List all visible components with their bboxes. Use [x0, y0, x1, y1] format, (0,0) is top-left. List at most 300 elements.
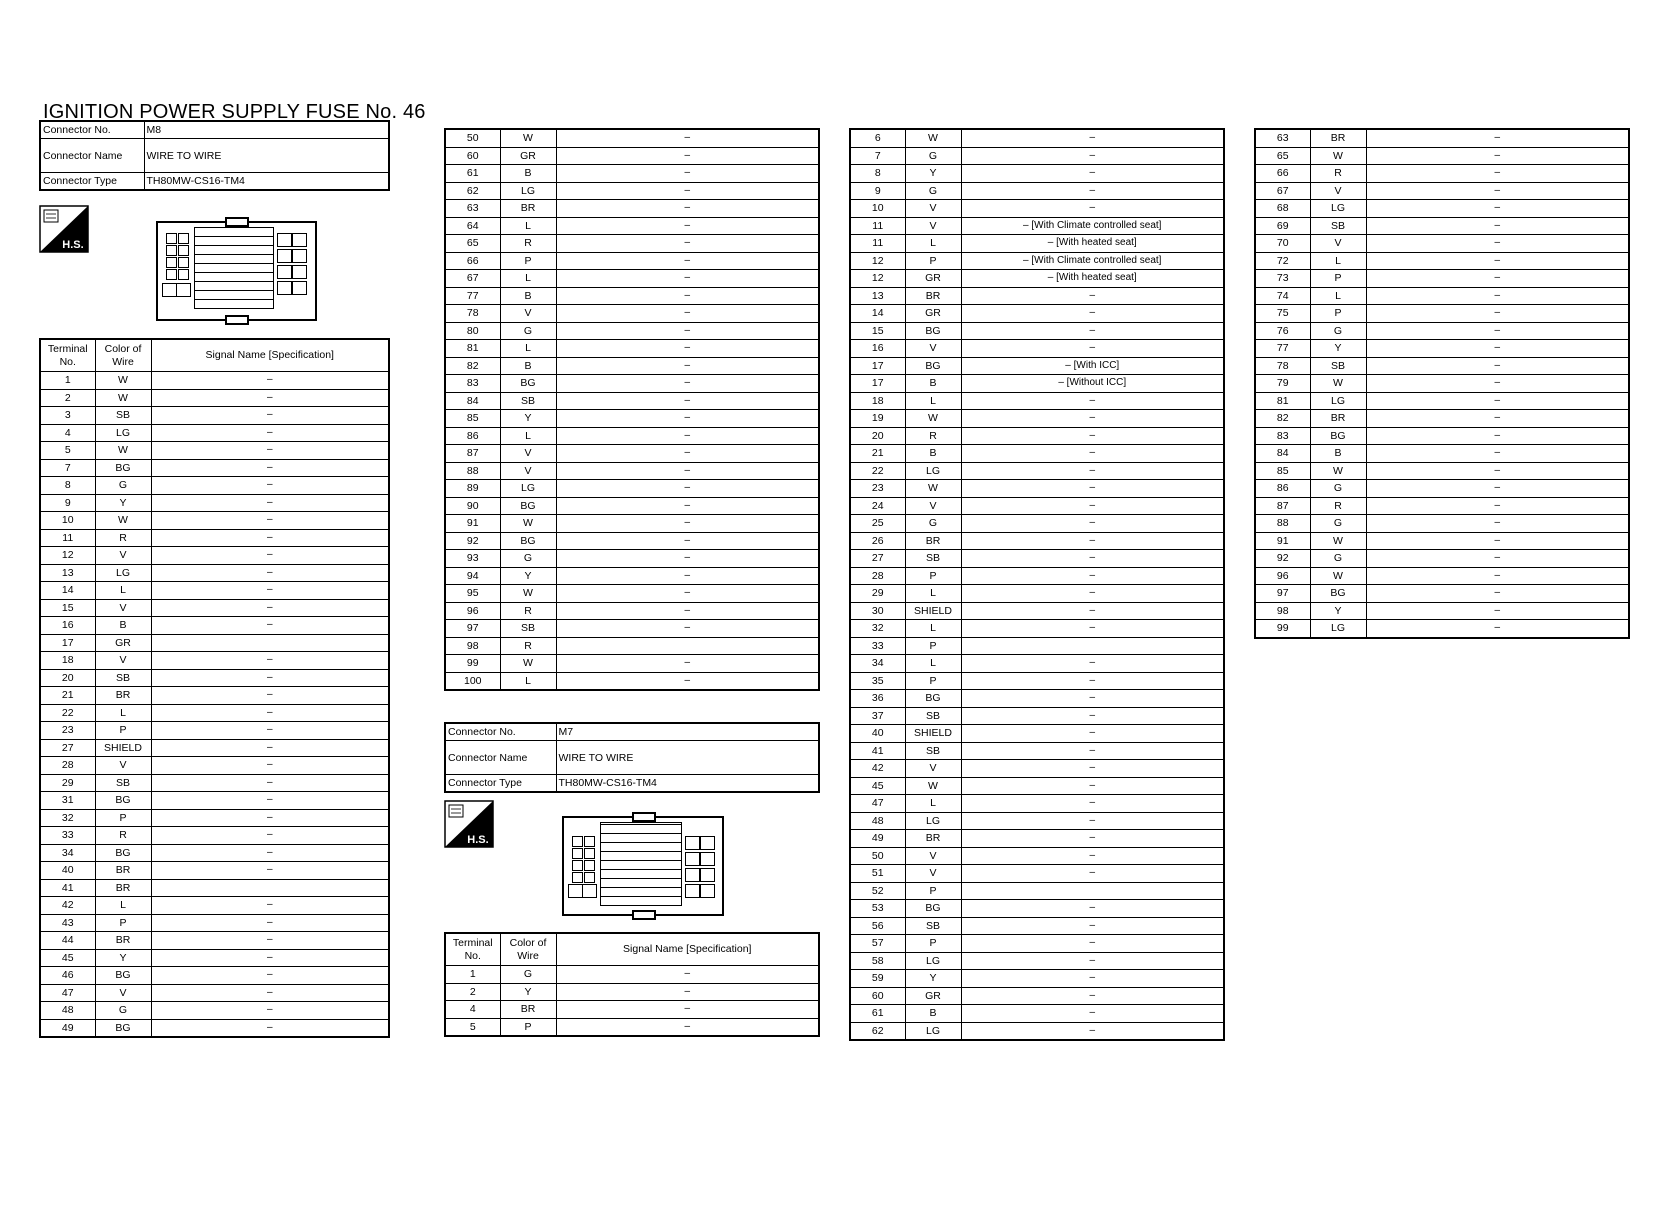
table-row: [445, 515, 819, 533]
terminal-no-cell: 73: [1255, 270, 1310, 288]
signal-name-cell: –: [556, 445, 819, 463]
wire-color-cell: SB: [1310, 217, 1366, 235]
signal-name-cell: –: [1366, 182, 1629, 200]
wire-color-cell: BG: [95, 844, 151, 862]
signal-name-cell: –: [961, 340, 1224, 358]
table-row: [850, 497, 1224, 515]
wire-color-cell: L: [500, 427, 556, 445]
wire-color-cell: B: [905, 1005, 961, 1023]
signal-name-cell: –: [961, 707, 1224, 725]
wire-color-cell: V: [905, 865, 961, 883]
wire-color-cell: V: [95, 652, 151, 670]
terminal-no-cell: 86: [445, 427, 500, 445]
signal-name-cell: –: [961, 917, 1224, 935]
hs-badge-text: H.S.: [467, 834, 489, 846]
table-row: [40, 932, 389, 950]
signal-name-cell: –: [961, 165, 1224, 183]
wire-color-cell: LG: [1310, 200, 1366, 218]
table-row: [850, 182, 1224, 200]
terminal-no-cell: 68: [1255, 200, 1310, 218]
wire-color-cell: V: [905, 760, 961, 778]
terminal-no-cell: 49: [40, 1019, 95, 1037]
wire-color-cell: BG: [905, 690, 961, 708]
signal-name-cell: –: [1366, 200, 1629, 218]
terminal-no-cell: 62: [445, 182, 500, 200]
signal-name-cell: –: [151, 669, 389, 687]
terminal-no-cell: 28: [850, 567, 905, 585]
wire-color-cell: B: [905, 445, 961, 463]
table-row: [850, 900, 1224, 918]
table-row: [1255, 515, 1629, 533]
signal-name-cell: –: [151, 739, 389, 757]
signal-name-cell: –: [961, 585, 1224, 603]
wire-color-cell: P: [905, 637, 961, 655]
signal-name-cell: –: [1366, 427, 1629, 445]
table-row: [850, 515, 1224, 533]
table-row: [850, 357, 1224, 375]
signal-name-cell: –: [961, 725, 1224, 743]
table-row: [850, 305, 1224, 323]
signal-name-cell: –: [1366, 235, 1629, 253]
signal-name-cell: –: [961, 550, 1224, 568]
signal-name-cell: –: [556, 217, 819, 235]
signal-name-cell: –: [151, 424, 389, 442]
table-row: [40, 984, 389, 1002]
terminal-no-cell: 91: [1255, 532, 1310, 550]
wire-color-cell: B: [1310, 445, 1366, 463]
wire-color-cell: BG: [905, 357, 961, 375]
signal-name-cell: –: [961, 935, 1224, 953]
wire-color-cell: LG: [500, 182, 556, 200]
signal-name-cell: –: [151, 809, 389, 827]
connector-m7-diagram: [562, 816, 724, 916]
wire-color-cell: V: [1310, 182, 1366, 200]
signal-name-cell: –: [151, 792, 389, 810]
terminal-table-m7-part3: [1254, 128, 1630, 639]
wire-color-cell: G: [500, 550, 556, 568]
terminal-no-cell: 7: [850, 147, 905, 165]
terminal-no-cell: 45: [850, 777, 905, 795]
table-row: [40, 967, 389, 985]
table-row: [40, 547, 389, 565]
table-row: [40, 862, 389, 880]
signal-name-cell: –: [556, 983, 819, 1001]
wire-color-cell: GR: [905, 987, 961, 1005]
wire-color-cell: W: [500, 515, 556, 533]
harness-side-icon: [39, 205, 89, 253]
wire-color-cell: B: [95, 617, 151, 635]
wire-color-cell: SB: [905, 742, 961, 760]
terminal-no-cell: 98: [445, 637, 500, 655]
signal-name-cell: –: [1366, 165, 1629, 183]
signal-name-cell: –: [151, 407, 389, 425]
terminal-no-cell: 52: [850, 882, 905, 900]
terminal-no-cell: 59: [850, 970, 905, 988]
color-of-wire-header: Color of Wire: [95, 339, 151, 372]
signal-name-cell: –: [556, 480, 819, 498]
signal-name-cell: –: [556, 966, 819, 984]
signal-name-cell: [151, 879, 389, 897]
signal-name-cell: –: [961, 795, 1224, 813]
table-row: [40, 879, 389, 897]
terminal-no-cell: 50: [445, 129, 500, 147]
table-row: [850, 742, 1224, 760]
terminal-no-cell: 11: [850, 217, 905, 235]
signal-name-header: Signal Name [Specification]: [151, 339, 389, 372]
terminal-no-cell: 66: [1255, 165, 1310, 183]
table-row: [445, 462, 819, 480]
table-row: [850, 410, 1224, 428]
terminal-no-cell: 81: [1255, 392, 1310, 410]
terminal-no-cell: 70: [1255, 235, 1310, 253]
table-row: [445, 182, 819, 200]
wire-color-cell: P: [905, 252, 961, 270]
table-row: [445, 637, 819, 655]
wire-color-cell: Y: [500, 410, 556, 428]
wire-color-cell: BG: [905, 322, 961, 340]
signal-name-cell: –: [961, 672, 1224, 690]
terminal-no-cell: 62: [850, 1022, 905, 1040]
terminal-no-cell: 17: [850, 375, 905, 393]
wire-color-cell: BR: [95, 879, 151, 897]
signal-name-cell: –: [556, 567, 819, 585]
terminal-no-cell: 91: [445, 515, 500, 533]
wire-color-cell: L: [905, 795, 961, 813]
terminal-no-cell: 96: [445, 602, 500, 620]
signal-name-cell: –: [151, 932, 389, 950]
table-row: [445, 567, 819, 585]
signal-name-cell: –: [961, 900, 1224, 918]
table-row: [40, 897, 389, 915]
terminal-no-cell: 21: [850, 445, 905, 463]
terminal-no-cell: 7: [40, 459, 95, 477]
table-row: [1255, 585, 1629, 603]
terminal-no-cell: 87: [445, 445, 500, 463]
terminal-no-cell: 97: [1255, 585, 1310, 603]
terminal-no-cell: 65: [1255, 147, 1310, 165]
table-row: [1255, 532, 1629, 550]
harness-side-icon: [444, 800, 494, 848]
table-row: [40, 1019, 389, 1037]
terminal-no-cell: 64: [445, 217, 500, 235]
terminal-no-cell: 63: [1255, 129, 1310, 147]
table-row: [40, 459, 389, 477]
terminal-no-cell: 81: [445, 340, 500, 358]
table-row: [40, 827, 389, 845]
wire-color-cell: P: [905, 567, 961, 585]
wire-color-cell: BR: [1310, 129, 1366, 147]
table-row: [850, 147, 1224, 165]
terminal-no-cell: 88: [445, 462, 500, 480]
table-row: [1255, 287, 1629, 305]
table-row: [850, 987, 1224, 1005]
terminal-no-cell: 46: [40, 967, 95, 985]
terminal-no-cell: 47: [40, 984, 95, 1002]
signal-name-cell: –: [151, 984, 389, 1002]
terminal-no-cell: 57: [850, 935, 905, 953]
signal-name-cell: –: [556, 462, 819, 480]
wire-color-cell: SHIELD: [905, 725, 961, 743]
table-row: [850, 375, 1224, 393]
signal-name-cell: –: [151, 564, 389, 582]
terminal-no-cell: 90: [445, 497, 500, 515]
signal-name-cell: –: [961, 987, 1224, 1005]
wire-color-cell: L: [1310, 252, 1366, 270]
signal-name-cell: –: [961, 970, 1224, 988]
signal-name-cell: –: [556, 550, 819, 568]
signal-name-cell: –: [151, 862, 389, 880]
table-row: [445, 340, 819, 358]
table-row: [850, 690, 1224, 708]
terminal-table-m7-part2: [849, 128, 1225, 1041]
signal-name-cell: –: [961, 865, 1224, 883]
signal-name-cell: –: [151, 967, 389, 985]
terminal-no-header: Terminal No.: [445, 933, 500, 966]
signal-name-cell: –: [1366, 322, 1629, 340]
wire-color-cell: G: [1310, 550, 1366, 568]
signal-name-cell: –: [961, 1022, 1224, 1040]
table-row: [1255, 305, 1629, 323]
signal-name-header: Signal Name [Specification]: [556, 933, 819, 966]
terminal-no-cell: 53: [850, 900, 905, 918]
terminal-no-cell: 5: [40, 442, 95, 460]
table-row: [445, 165, 819, 183]
signal-name-cell: –: [556, 410, 819, 428]
terminal-no-cell: 33: [850, 637, 905, 655]
terminal-no-cell: 25: [850, 515, 905, 533]
table-row: [1255, 410, 1629, 428]
table-row: [850, 427, 1224, 445]
table-row: [40, 634, 389, 652]
wire-color-cell: W: [95, 389, 151, 407]
signal-name-cell: –: [1366, 532, 1629, 550]
terminal-no-cell: 12: [850, 252, 905, 270]
wire-color-cell: BG: [500, 497, 556, 515]
terminal-no-cell: 75: [1255, 305, 1310, 323]
table-row: [850, 865, 1224, 883]
terminal-table-m8-part1: [39, 338, 390, 1038]
signal-name-cell: –: [151, 1019, 389, 1037]
wire-color-cell: L: [500, 672, 556, 690]
terminal-no-cell: 32: [40, 809, 95, 827]
wire-color-cell: G: [1310, 322, 1366, 340]
terminal-no-cell: 76: [1255, 322, 1310, 340]
signal-name-cell: –: [1366, 217, 1629, 235]
table-row: [850, 795, 1224, 813]
wire-color-cell: Y: [1310, 340, 1366, 358]
table-row: [850, 882, 1224, 900]
signal-name-cell: –: [961, 200, 1224, 218]
terminal-no-cell: 41: [850, 742, 905, 760]
wire-color-cell: BR: [905, 287, 961, 305]
wire-color-cell: SB: [95, 774, 151, 792]
table-row: [40, 914, 389, 932]
terminal-no-cell: 44: [40, 932, 95, 950]
terminal-no-cell: 84: [1255, 445, 1310, 463]
wire-color-cell: L: [905, 235, 961, 253]
wire-color-cell: BG: [95, 1019, 151, 1037]
terminal-no-cell: 11: [850, 235, 905, 253]
signal-name-cell: –: [961, 322, 1224, 340]
wire-color-cell: LG: [905, 462, 961, 480]
wire-color-cell: P: [500, 1018, 556, 1036]
hs-badge-text: H.S.: [62, 239, 84, 251]
terminal-no-cell: 33: [40, 827, 95, 845]
table-row: [1255, 235, 1629, 253]
terminal-no-cell: 99: [1255, 620, 1310, 638]
terminal-no-header: Terminal No.: [40, 339, 95, 372]
wire-color-cell: V: [905, 200, 961, 218]
signal-name-cell: –: [961, 129, 1224, 147]
table-row: [850, 672, 1224, 690]
wire-color-cell: L: [905, 585, 961, 603]
wire-color-cell: P: [95, 914, 151, 932]
wire-color-cell: W: [95, 372, 151, 390]
wire-color-cell: B: [500, 287, 556, 305]
table-row: [850, 200, 1224, 218]
signal-name-cell: –: [961, 462, 1224, 480]
table-row: [850, 602, 1224, 620]
signal-name-cell: –: [556, 427, 819, 445]
terminal-no-cell: 85: [445, 410, 500, 428]
table-row: [40, 582, 389, 600]
signal-name-cell: –: [961, 690, 1224, 708]
wire-color-cell: G: [905, 147, 961, 165]
signal-name-cell: –: [1366, 129, 1629, 147]
table-row: [40, 424, 389, 442]
terminal-no-cell: 72: [1255, 252, 1310, 270]
signal-name-cell: –: [961, 760, 1224, 778]
wire-color-cell: G: [500, 966, 556, 984]
wire-color-cell: R: [500, 637, 556, 655]
table-row: [1255, 620, 1629, 638]
signal-name-cell: –: [556, 287, 819, 305]
terminal-no-cell: 4: [445, 1001, 500, 1019]
table-row: [40, 652, 389, 670]
table-row: [40, 477, 389, 495]
signal-name-cell: –: [1366, 392, 1629, 410]
table-row: [850, 287, 1224, 305]
table-row: [1255, 445, 1629, 463]
table-row: [1255, 480, 1629, 498]
terminal-no-cell: 1: [40, 372, 95, 390]
table-row: [445, 585, 819, 603]
wire-color-cell: V: [500, 305, 556, 323]
table-row: [850, 235, 1224, 253]
signal-name-cell: –: [556, 1001, 819, 1019]
signal-name-cell: – [With heated seat]: [961, 270, 1224, 288]
terminal-no-cell: 51: [850, 865, 905, 883]
wire-color-cell: R: [95, 827, 151, 845]
table-row: [1255, 129, 1629, 147]
table-row: [850, 480, 1224, 498]
signal-name-cell: – [Without ICC]: [961, 375, 1224, 393]
wire-color-cell: P: [1310, 305, 1366, 323]
wire-color-cell: BR: [905, 830, 961, 848]
table-row: [445, 305, 819, 323]
table-row: [445, 966, 819, 984]
signal-name-cell: –: [556, 1018, 819, 1036]
signal-name-cell: –: [556, 497, 819, 515]
table-row: [40, 774, 389, 792]
wire-color-cell: LG: [95, 424, 151, 442]
terminal-no-cell: 2: [445, 983, 500, 1001]
wire-color-cell: G: [95, 477, 151, 495]
wire-color-cell: W: [95, 512, 151, 530]
wire-color-cell: P: [905, 935, 961, 953]
connector-name-label: Connector Name: [445, 741, 556, 775]
terminal-no-cell: 13: [850, 287, 905, 305]
terminal-no-cell: 37: [850, 707, 905, 725]
terminal-no-cell: 66: [445, 252, 500, 270]
wire-color-cell: R: [905, 427, 961, 445]
signal-name-cell: –: [1366, 462, 1629, 480]
wire-color-cell: Y: [905, 165, 961, 183]
terminal-no-cell: 17: [850, 357, 905, 375]
signal-name-cell: –: [1366, 252, 1629, 270]
wire-color-cell: W: [905, 480, 961, 498]
terminal-no-cell: 100: [445, 672, 500, 690]
terminal-no-cell: 20: [40, 669, 95, 687]
signal-name-cell: –: [151, 722, 389, 740]
table-row: [40, 599, 389, 617]
terminal-no-cell: 87: [1255, 497, 1310, 515]
terminal-no-cell: 65: [445, 235, 500, 253]
wire-color-cell: L: [905, 620, 961, 638]
connector-m8-info: [39, 120, 390, 191]
signal-name-cell: [961, 882, 1224, 900]
signal-name-cell: –: [151, 547, 389, 565]
wire-color-cell: LG: [1310, 620, 1366, 638]
signal-name-cell: –: [556, 200, 819, 218]
connector-type-value: TH80MW-CS16-TM4: [556, 775, 819, 793]
wire-color-cell: P: [905, 672, 961, 690]
terminal-no-cell: 29: [850, 585, 905, 603]
signal-name-cell: –: [556, 340, 819, 358]
wire-color-cell: W: [500, 129, 556, 147]
table-row: [445, 532, 819, 550]
wire-color-cell: GR: [500, 147, 556, 165]
terminal-no-cell: 82: [1255, 410, 1310, 428]
wire-color-cell: R: [1310, 497, 1366, 515]
signal-name-cell: –: [151, 442, 389, 460]
terminal-no-cell: 12: [40, 547, 95, 565]
terminal-no-cell: 29: [40, 774, 95, 792]
signal-name-cell: –: [961, 532, 1224, 550]
wire-color-cell: L: [500, 270, 556, 288]
wire-color-cell: P: [500, 252, 556, 270]
wire-color-cell: V: [500, 445, 556, 463]
table-row: [850, 129, 1224, 147]
terminal-table-m8-part2: [444, 128, 820, 691]
terminal-no-cell: 6: [850, 129, 905, 147]
terminal-no-cell: 16: [850, 340, 905, 358]
terminal-no-cell: 63: [445, 200, 500, 218]
signal-name-cell: –: [1366, 602, 1629, 620]
terminal-no-cell: 26: [850, 532, 905, 550]
table-row: [1255, 147, 1629, 165]
table-row: [445, 655, 819, 673]
table-row: [40, 564, 389, 582]
signal-name-cell: –: [151, 617, 389, 635]
wire-color-cell: W: [95, 442, 151, 460]
wire-color-cell: G: [905, 182, 961, 200]
terminal-no-cell: 16: [40, 617, 95, 635]
wire-color-cell: BG: [95, 459, 151, 477]
wire-color-cell: V: [500, 462, 556, 480]
terminal-no-cell: 88: [1255, 515, 1310, 533]
signal-name-cell: –: [151, 459, 389, 477]
